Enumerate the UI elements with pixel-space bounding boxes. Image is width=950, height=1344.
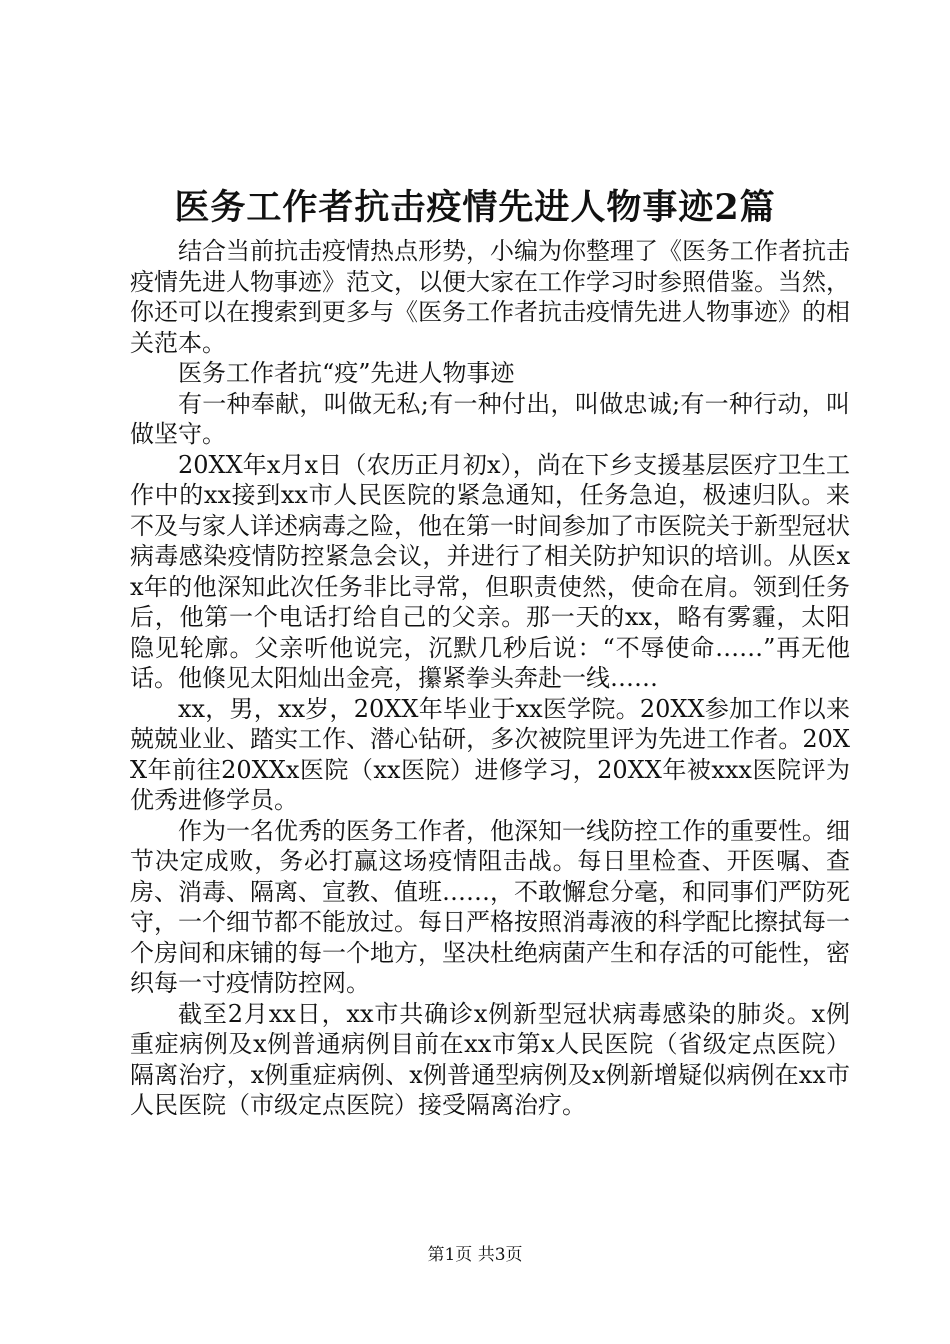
paragraph-duty: 作为一名优秀的医务工作者，他深知一线防控工作的重要性。细节决定成败，务必打赢这场疫情阻击战。每日里检查、开医嘱、查房、消毒、隔离、宣教、值班……，不敢懈怠分毫，和同事们严防死守，一个细节都不能放过。每日严格按照消毒液的科学配比擦拭每一个房间和床铺的每一个地方，坚决杜绝病菌产生和存活的可能性，密织每一寸疫情防控网。 <box>130 816 850 997</box>
page-number: 第1页 共3页 <box>427 1245 523 1265</box>
document-title: 医务工作者抗击疫情先进人物事迹2篇 <box>174 187 776 228</box>
paragraph-statistics: 截至2月xx日，xx市共确诊x例新型冠状病毒感染的肺炎。x例重症病例及x例普通病例目前在xx市第x人民医院（省级定点医院）隔离治疗，x例重症病例、x例普通型病例及x例新增疑似病例在xx市人民医院（市级定点医院）接受隔离治疗。 <box>130 999 850 1119</box>
paragraph-intro: 结合当前抗击疫情热点形势，小编为你整理了《医务工作者抗击疫情先进人物事迹》范文，以便大家在工作学习时参照借鉴。当然，你还可以在搜索到更多与《医务工作者抗击疫情先进人物事迹》的相关范本。 <box>130 237 850 357</box>
paragraph-dedication: 有一种奉献，叫做无私;有一种付出，叫做忠诚;有一种行动，叫做坚守。 <box>130 389 850 448</box>
paragraph-subtitle: 医务工作者抗“疫”先进人物事迹 <box>178 359 515 387</box>
paragraph-profile: xx，男，xx岁，20XX年毕业于xx医学院。20XX参加工作以来兢兢业业、踏实工作、潜心钻研，多次被院里评为先进工作者。20XX年前往20XXx医院（xx医院）进修学习，20XX年被xxx医院评为优秀进修学员。 <box>130 694 850 814</box>
document-body <box>130 236 850 1121</box>
paragraph-story: 20XX年x月x日（农历正月初x），尚在下乡支援基层医疗卫生工作中的xx接到xx市人民医院的紧急通知，任务急迫，极速归队。来不及与家人详述病毒之险，他在第一时间参加了市医院关于新型冠状病毒感染疫情防控紧急会议，并进行了相关防护知识的培训。从医xx年的他深知此次任务非比寻常，但职责使然，使命在肩。领到任务后，他第一个电话打给自己的父亲。那一天的xx，略有雾霾，太阳隐见轮廓。父亲听他说完，沉默几秒后说：“不辱使命……”再无他话。他倏见太阳灿出金亮，攥紧拳头奔赴一线…… <box>130 450 850 692</box>
